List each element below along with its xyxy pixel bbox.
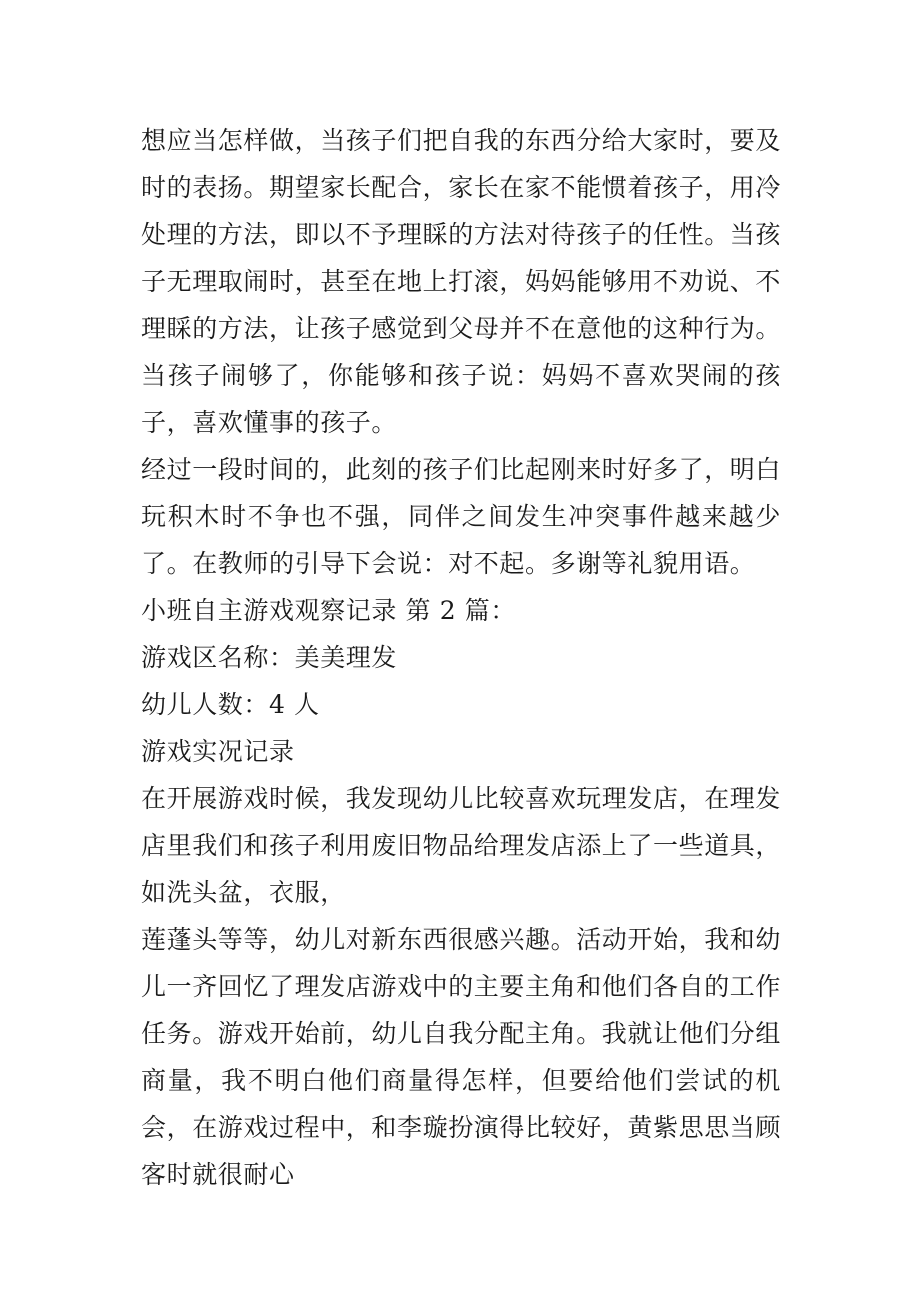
paragraph-barbershop-activity: 莲蓬头等等，幼儿对新东西很感兴趣。活动开始，我和幼儿一齐回忆了理发店游戏中的主要主角和他们各自的工作任务。游戏开始前，幼儿自我分配主角。我就让他们分组商量，我不明白他们商量得怎样，但要给他们尝试的机会，在游戏过程中，和李璇扮演得比较好，黄紫思思当顾客时就很耐心 [141, 925, 782, 1189]
document-body [141, 117, 781, 1198]
child-count: 幼儿人数：4 人 [141, 690, 320, 719]
section-heading: 小班自主游戏观察记录 第 2 篇： [141, 596, 516, 625]
record-heading: 游戏实况记录 [141, 737, 295, 766]
paragraph-barbershop-props: 在开展游戏时候，我发现幼儿比较喜欢玩理发店，在理发店里我们和孩子利用废旧物品给理发店添上了一些道具，如洗头盆，衣服， [141, 784, 782, 907]
paragraph-progress: 经过一段时间的，此刻的孩子们比起刚来时好多了，明白玩积木时不争也不强，同伴之间发生冲突事件越来越少了。在教师的引导下会说：对不起。多谢等礼貌用语。 [141, 455, 782, 578]
game-area-name: 游戏区名称：美美理发 [141, 643, 398, 672]
paragraph-parent-guidance: 想应当怎样做，当孩子们把自我的东西分给大家时，要及时的表扬。期望家长配合，家长在家不能惯着孩子，用冷处理的方法，即以不予理睬的方法对待孩子的任性。当孩子无理取闹时，甚至在地上打滚，妈妈能够用不劝说、不理睬的方法，让孩子感觉到父母并不在意他的这种行为。当孩子闹够了，你能够和孩子说：妈妈不喜欢哭闹的孩子，喜欢懂事的孩子。 [141, 126, 782, 437]
